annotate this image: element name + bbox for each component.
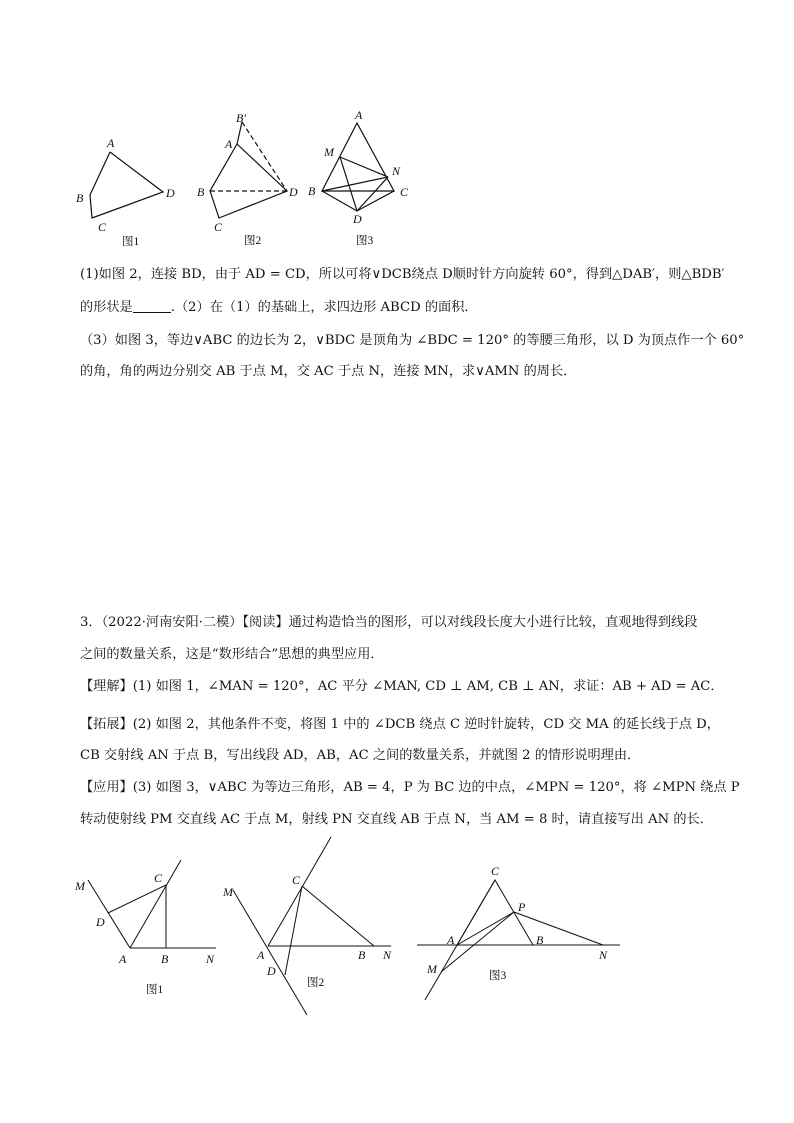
label-B: B (197, 185, 205, 199)
label-D: D (353, 212, 362, 226)
label-N: N (206, 952, 215, 966)
segment-ab-prime (237, 122, 242, 144)
problem3-apply-line2: 转动使射线 PM 交直线 AC 于点 M，射线 PN 交直线 AB 于点 N，当 AM = 8 时，请直接写出 AN 的长． (80, 812, 713, 827)
label-M: M (427, 962, 437, 976)
label-C: C (292, 873, 301, 887)
label-M: M (75, 879, 85, 893)
ray-am (88, 880, 130, 948)
label-D: D (289, 185, 298, 199)
segment-cd (285, 886, 302, 975)
bottom-figure-3 (405, 855, 635, 1010)
ray-ac (268, 837, 331, 946)
label-C: C (400, 185, 409, 199)
label-N: N (392, 164, 401, 178)
segment-cd (108, 885, 166, 913)
label-A: A (447, 933, 455, 947)
problem2-q1-line2 (80, 298, 730, 318)
top-figure-1 (60, 130, 190, 250)
bottom-figure-1 (70, 850, 230, 1000)
segment-pn (514, 912, 603, 945)
label-B: B (308, 184, 316, 198)
problem3-understand: 【理解】(1) 如图 1，∠MAN = 120°，AC 平分 ∠MAN, CD ⊥ AM, CB ⊥ AN，求证：AB + AD = AC． (80, 679, 724, 694)
problem3-reading-line1: 3．（2022·河南安阳·二模）【阅读】通过构造恰当的图形，可以对线段长度大小进行比较，直观地得到线段 (80, 615, 698, 630)
problem2-q3-line1: （3）如图 3，等边∨ABC 的边长为 2，∨BDC 是顶角为 ∠BDC = 120° 的等腰三角形，以 D 为顶点作一个 60° (80, 333, 745, 348)
figure-caption: 图1 (122, 236, 140, 248)
label-A: A (225, 137, 233, 151)
label-N: N (599, 948, 608, 962)
line-md (233, 890, 307, 1015)
label-D: D (96, 915, 105, 929)
quad-abcd-outline (90, 152, 163, 218)
label-B: B (358, 948, 366, 962)
label-D: D (267, 964, 276, 978)
bottom-figure-2 (215, 835, 405, 1025)
label-C: C (214, 220, 223, 234)
label-B: B (536, 933, 544, 947)
label-N: N (383, 948, 392, 962)
figure-caption: 图2 (307, 977, 325, 989)
figure-caption: 图3 (489, 970, 507, 982)
label-A: A (355, 108, 363, 122)
label-C: C (154, 871, 163, 885)
label-P: P (518, 900, 526, 914)
label-A: A (119, 952, 127, 966)
problem3-apply-line1: 【应用】(3) 如图 3，∨ABC 为等边三角形，AB = 4，P 为 BC 边的中点，∠MPN = 120°，将 ∠MPN 绕点 P (80, 780, 740, 795)
q1-text-after-blank: .（2）在（1）的基础上，求四边形 ABCD 的面积． (170, 300, 478, 315)
answer-blank (133, 299, 171, 313)
label-B: B (76, 191, 84, 205)
label-B: B (161, 952, 169, 966)
q1-text-before-blank: 的形状是 (80, 300, 133, 315)
label-M: M (223, 885, 233, 899)
segment-bn (322, 177, 388, 191)
figure-caption: 图2 (244, 235, 262, 247)
label-C: C (491, 864, 500, 878)
label-A: A (257, 948, 265, 962)
problem3-reading-line2: 之间的数量关系，这是“数形结合”思想的典型应用． (80, 647, 384, 662)
label-M: M (324, 145, 334, 159)
problem2-q3-line2: 的角，角的两边分别交 AB 于点 M，交 AC 于点 N，连接 MN，求∨AMN 的周长． (80, 364, 577, 379)
segment-cb (302, 886, 374, 946)
problem3-extend-line2: CB 交射线 AN 于点 B，写出线段 AD，AB，AC 之间的数量关系，并就图 2 的情形说明理由． (80, 748, 641, 763)
label-C: C (98, 220, 107, 234)
figure-caption: 图1 (146, 984, 164, 996)
label-B-prime: B′ (236, 111, 246, 125)
label-A: A (107, 136, 115, 150)
top-figure-3 (300, 105, 430, 250)
figure-caption: 图3 (356, 235, 374, 247)
segment-pa (457, 912, 514, 945)
problem3-extend-line1: 【拓展】(2) 如图 2，其他条件不变，将图 1 中的 ∠DCB 绕点 C 逆时针旋转，CD 交 MA 的延长线于点 D， (80, 717, 720, 732)
dashed-b-prime-d (242, 122, 287, 191)
label-D: D (166, 186, 175, 200)
triangle-bdc (322, 191, 394, 211)
line-ac-extended (425, 880, 495, 1000)
quad-abcd-outline (210, 144, 287, 218)
problem2-q1-line1: (1)如图 2，连接 BD，由于 AD = CD，所以可将∨DCB绕点 D顺时针方向旋转 60°，得到△DAB′，则△BDB′ (80, 267, 725, 282)
